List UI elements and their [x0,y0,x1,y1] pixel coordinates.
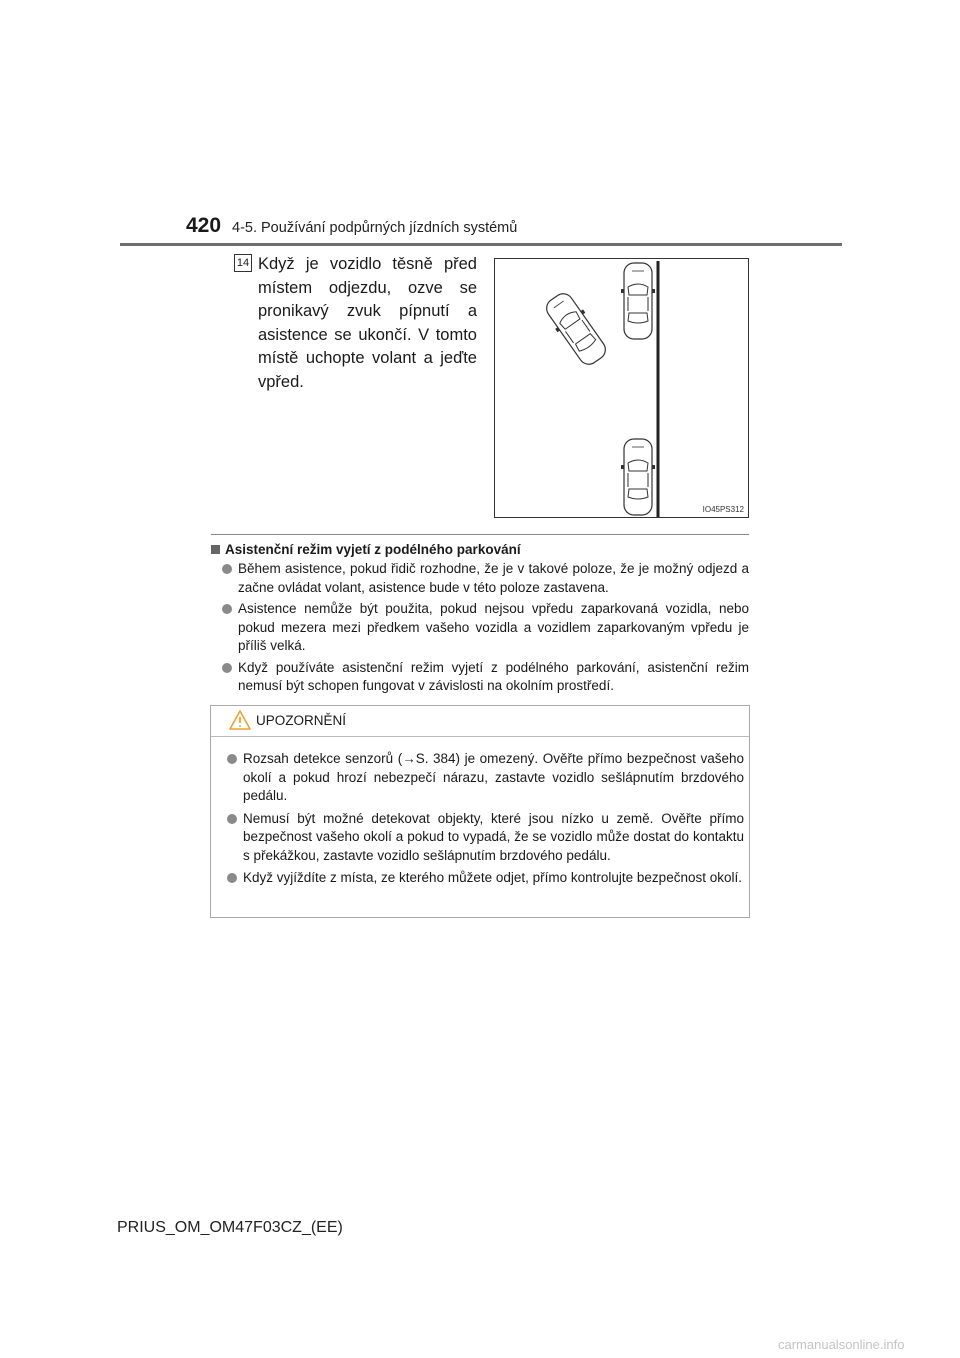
warning-box [210,705,750,918]
bullet-dot-icon [222,564,232,574]
list-item [227,750,744,806]
section-heading [211,542,521,557]
header-divider [120,243,842,246]
list-item-text: Když vyjíždíte z místa, ze kterého můžete odjet, přímo kontrolujte bezpečnost okolí. [243,870,742,885]
step-number-badge: 14 [234,254,252,272]
warning-header [211,706,749,737]
watermark: carmanualsonline.info [778,1337,905,1352]
document-id: PRIUS_OM_OM47F03CZ_(EE) [117,1219,343,1236]
section-divider [211,534,749,535]
parking-illustration [494,258,749,518]
square-bullet-icon [211,545,220,554]
parked-car-rear-icon [621,439,655,515]
parking-diagram-svg [495,259,750,519]
warning-bullet-list [227,750,744,892]
list-item [222,659,749,696]
list-item-text: Když používáte asistenční režim vyjetí z podélného parkování, asistenční režim nemusí být schopen fungovat v závislosti na okolním prostředí. [238,659,749,693]
page-number: 420 [186,214,222,237]
bullet-dot-icon [227,873,237,883]
list-item [227,869,744,888]
list-item-text: Nemusí být možné detekovat objekty, které jsou nízko u země. Ověřte přímo bezpečnost vašeho okolí a pokud to vypadá, že se vozidlo může dostat do kontaktu s překážkou, zastavte vozidlo sešlápnutím brzdového pedálu. [243,810,744,863]
parked-car-front-icon [621,263,655,339]
list-item-text: Asistence nemůže být použita, pokud nejsou vpředu zaparkovaná vozidla, nebo pokud mezera mezi předkem vašeho vozidla a vozidlem zaparkovaným vpředu je příliš velká. [238,601,749,653]
warning-title: UPOZORNĚNÍ [256,713,347,728]
bullet-dot-icon [227,814,237,824]
warning-triangle-icon [229,710,251,730]
figure-code: IO45PS312 [702,505,744,514]
list-item [222,560,749,597]
bullet-dot-icon [222,604,232,614]
list-item-text: Během asistence, pokud řidič rozhodne, že je v takové poloze, že je možný odjezd a začne ovládat volant, asistence bude v této poloze zastavena. [238,561,749,595]
list-item-text: Rozsah detekce senzorů (→S. 384) je omezený. Ověřte přímo bezpečnost vašeho okolí a pokud hrozí nebezpečí nárazu, zastavte vozidlo sešlápnutím brzdového pedálu. [243,751,744,803]
section-title: 4-5. Používání podpůrných jízdních systémů [232,220,518,236]
list-item [222,600,749,656]
section-heading-text: Asistenční režim vyjetí z podélného parkování [225,542,521,557]
step-text: Když je vozidlo těsně před místem odjezdu, ozve se pronikavý zvuk pípnutí a asistence se ukončí. V tomto místě uchopte volant a jeďte vpřed. [258,255,477,391]
list-item [227,810,744,866]
section-bullet-list [222,560,749,699]
bullet-dot-icon [222,663,232,673]
departing-car-icon [540,288,611,370]
bullet-dot-icon [227,754,237,764]
